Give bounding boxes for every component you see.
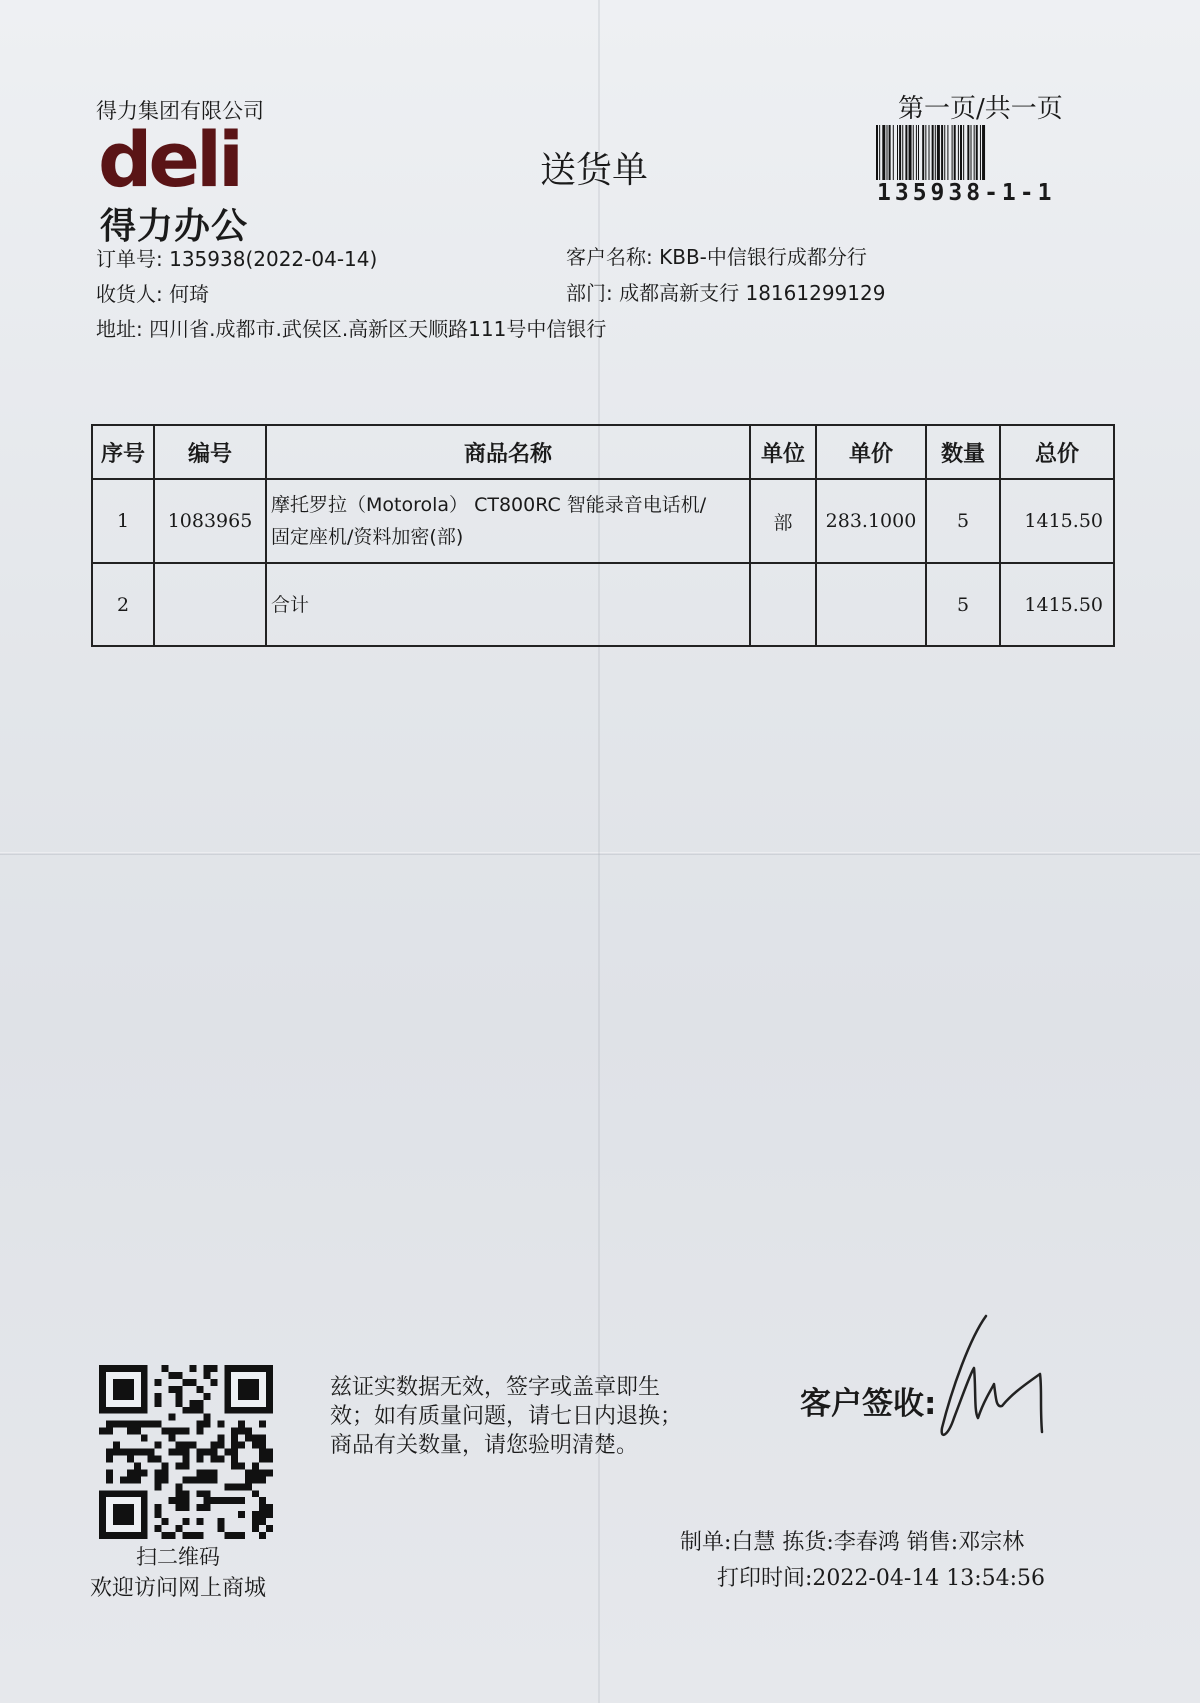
notice-line: 兹证实数据无效，签字或盖章即生 [330, 1375, 661, 1400]
address-value: 四川省.成都市.武侯区.高新区天顺路111号中信银行 [149, 317, 607, 341]
table-row [92, 479, 1114, 563]
document-title: 送货单 [540, 150, 649, 191]
column-header-code: 编号 [154, 425, 266, 479]
table-header-row [92, 425, 1114, 479]
receiver-value: 何琦 [169, 282, 210, 306]
qr-code-image [99, 1365, 273, 1539]
customer-name-label: 客户名称: [566, 245, 653, 269]
cell-total: 1415.50 [1000, 479, 1114, 563]
cell-code [154, 563, 266, 646]
items-table [91, 424, 1115, 647]
department-value: 成都高新支行 18161299129 [619, 281, 886, 305]
department-label: 部门: [566, 281, 613, 305]
column-header-price: 单价 [816, 425, 926, 479]
deli-logo-text: deli [98, 128, 241, 196]
staff-info: 制单:白慧 拣货:李春鸿 销售:邓宗林 [680, 1530, 1025, 1555]
column-header-total: 总价 [1000, 425, 1114, 479]
deli-logo [96, 128, 296, 196]
receiver [96, 278, 209, 307]
cell-product-name [266, 479, 750, 563]
cell-qty: 5 [926, 479, 1000, 563]
product-name-line2: 固定座机/资料加密(部) [271, 526, 464, 548]
cell-seq: 2 [92, 563, 154, 646]
cell-unit [750, 563, 816, 646]
handwritten-signature [930, 1308, 1070, 1448]
order-number [96, 243, 377, 272]
customer-signature-label: 客户签收: [800, 1386, 937, 1422]
address [96, 313, 606, 342]
order-number-value: 135938(2022-04-14) [169, 247, 378, 271]
customer-name [566, 241, 867, 270]
customer-name-value: KBB-中信银行成都分行 [659, 245, 867, 269]
cell-price: 283.1000 [816, 479, 926, 563]
barcode-image [876, 125, 1080, 180]
company-name: 得力集团有限公司 [96, 99, 264, 123]
print-time: 打印时间:2022-04-14 13:54:56 [717, 1566, 1046, 1591]
address-label: 地址: [96, 317, 143, 341]
column-header-name: 商品名称 [266, 425, 750, 479]
notice-line: 商品有关数量，请您验明清楚。 [330, 1433, 639, 1458]
cell-qty: 5 [926, 563, 1000, 646]
notice-line: 效；如有质量问题，请七日内退换； [330, 1404, 683, 1429]
cell-total: 1415.50 [1000, 563, 1114, 646]
product-name-line1: 摩托罗拉（Motorola） CT800RC 智能录音电话机/ [271, 494, 707, 516]
barcode-number: 135938-1-1 [877, 180, 1056, 206]
qr-code-label: 扫二维码 [136, 1545, 220, 1569]
paper-fold-horizontal [0, 852, 1200, 855]
cell-seq: 1 [92, 479, 154, 563]
table-row-summary [92, 563, 1114, 646]
cell-price [816, 563, 926, 646]
page-indicator: 第一页/共一页 [898, 94, 1063, 124]
receiver-label: 收货人: [96, 282, 163, 306]
column-header-seq: 序号 [92, 425, 154, 479]
cell-unit: 部 [750, 479, 816, 563]
brand-chinese-name: 得力办公 [100, 206, 249, 247]
column-header-qty: 数量 [926, 425, 1000, 479]
order-number-label: 订单号: [96, 247, 163, 271]
notice-text [330, 1373, 730, 1460]
cell-product-name: 合计 [266, 563, 750, 646]
column-header-unit: 单位 [750, 425, 816, 479]
cell-code: 1083965 [154, 479, 266, 563]
qr-welcome-text: 欢迎访问网上商城 [90, 1576, 267, 1601]
department [566, 277, 885, 306]
